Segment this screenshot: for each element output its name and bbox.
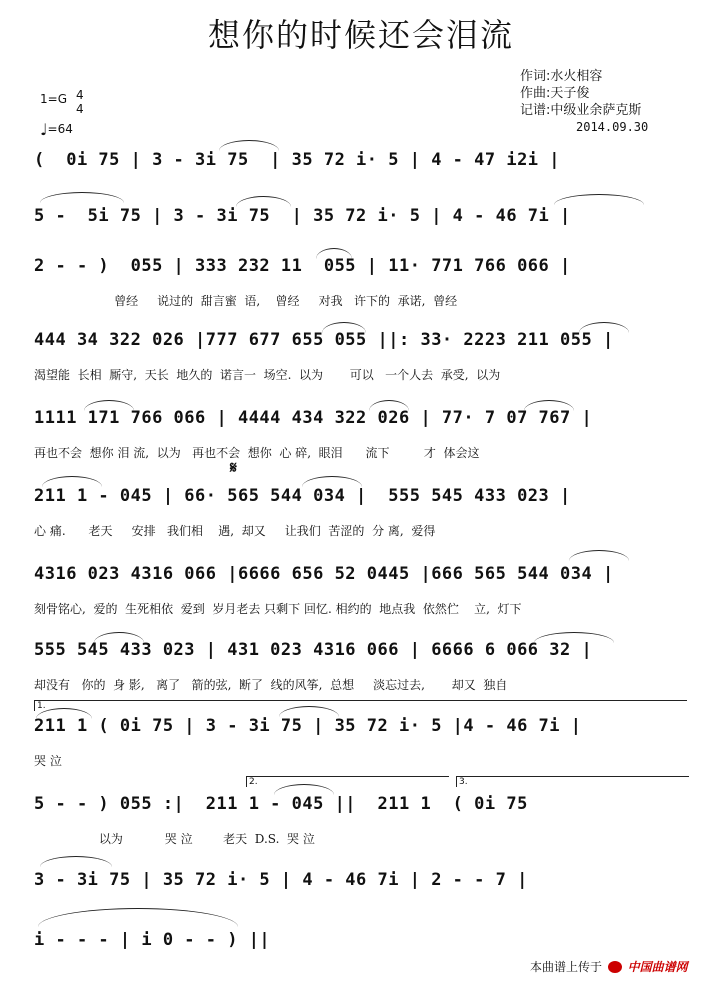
lyrics: 却没有 你的 身 影, 离了 箭的弦, 断了 线的风筝, 总想 淡忘过去, 却又 独自 (34, 678, 508, 692)
slur (42, 476, 102, 487)
slur (94, 632, 144, 643)
tempo-value: =64 (47, 122, 73, 136)
lyrics: 心 痛. 老天 安排 我们相 遇, 却又 让我们 苦涩的 分 离, 爱得 (34, 524, 436, 538)
site-logo-icon (608, 961, 622, 973)
transcriber: 记谱:中级业余萨克斯 (520, 103, 642, 118)
lyrics: 渴望能 长相 厮守, 天长 地久的 诺言一 场空. 以为 可以 一个人去 承受, 以为 (34, 368, 501, 382)
notes: 3 - 3i 75 | 35 72 i· 5 | 4 - 46 7i | 2 - - 7 | (34, 870, 528, 890)
lyrics: 刻骨铭心, 爱的 生死相依 爱到 岁月老去 只剩下 回忆. 相约的 地点我 依然伫 立, 灯下 (34, 602, 522, 616)
slur (369, 400, 409, 411)
score-line-1 (34, 150, 688, 190)
score-line-10 (34, 794, 688, 846)
slur (534, 632, 614, 643)
notes: 444 34 322 026 |777 677 655 055 ||: 33· 2223 211 055 | (34, 330, 614, 350)
score-line-9 (34, 716, 688, 768)
site-name[interactable]: 中国曲谱网 (627, 960, 688, 974)
upload-text: 本曲谱上传于 (530, 960, 603, 974)
slur (84, 400, 134, 411)
notes: ( 0i 75 | 3 - 3i 75 | 35 72 i· 5 | 4 - 47 i2i | (34, 150, 561, 170)
slur (302, 476, 362, 487)
composer: 作曲:天子俊 (520, 86, 590, 101)
segno-sign: 𝄋 (230, 458, 237, 477)
score-line-4 (34, 330, 688, 382)
date: 2014.09.30 (576, 120, 649, 134)
notes: 2 - - ) 055 | 333 232 11 055 | 11· 771 766 066 | (34, 256, 571, 276)
quarter-note-icon: ♩ (40, 120, 48, 139)
notes: 211 1 ( 0i 75 | 3 - 3i 75 | 35 72 i· 5 |4 - 46 7i | (34, 716, 582, 736)
lyrics: 再也不会 想你 泪 流, 以为 再也不会 想你 心 碎, 眼泪 流下 才 体会这 (34, 446, 480, 460)
slur (38, 908, 238, 927)
lyricist: 作词:水火相容 (520, 69, 603, 84)
volta-2-bracket: 2. (246, 776, 449, 787)
notes: 1111 171 766 066 | 4444 434 322 026 | 77· 7 07 767 | (34, 408, 593, 428)
song-title: 想你的时候还会泪流 (207, 16, 514, 54)
lyrics: 曾经 说过的 甜言蜜 语, 曾经 对我 许下的 承诺, 曾经 (34, 294, 458, 308)
notes: 5 - 5i 75 | 3 - 3i 75 | 35 72 i· 5 | 4 - 46 7i | (34, 206, 571, 226)
slur (40, 856, 112, 867)
score-line-5 (34, 408, 688, 460)
slur (322, 322, 366, 333)
notes: 555 545 433 023 | 431 023 4316 066 | 6666 6 066 32 | (34, 640, 593, 660)
slur (579, 322, 629, 333)
tempo-marking (40, 120, 73, 139)
score-line-11 (34, 870, 688, 910)
time-top: 4 (76, 88, 84, 102)
volta-1-bracket: 1. (34, 700, 687, 711)
score-line-2 (34, 206, 688, 246)
notes: 4316 023 4316 066 |6666 656 52 0445 |666 565 544 034 | (34, 564, 614, 584)
notes: 211 1 - 045 | 66· 565 544 034 | 555 545 433 023 | (34, 486, 571, 506)
lyrics: 哭 泣 (34, 754, 62, 768)
score-line-3 (34, 256, 688, 308)
slur (316, 248, 352, 259)
volta-3-bracket: 3. (456, 776, 689, 787)
time-bottom: 4 (76, 102, 84, 116)
time-signature (76, 88, 84, 116)
credits (520, 68, 648, 136)
lyrics: 以为 哭 泣 老天 D.S. 哭 泣 (34, 832, 315, 846)
score-line-8 (34, 640, 688, 692)
notes: 5 - - ) 055 :| 211 1 - 045 || 211 1 ( 0i 75 (34, 794, 528, 814)
slur (554, 194, 644, 205)
slur (524, 400, 574, 411)
upload-footer (530, 958, 688, 975)
score-line-7 (34, 564, 688, 616)
key-signature: 1=G (40, 92, 67, 106)
slur (219, 140, 279, 151)
slur (236, 196, 291, 207)
slur (569, 550, 629, 561)
score-line-6 (34, 458, 688, 538)
slur (40, 192, 124, 203)
notes: i - - - | i 0 - - ) || (34, 930, 271, 950)
